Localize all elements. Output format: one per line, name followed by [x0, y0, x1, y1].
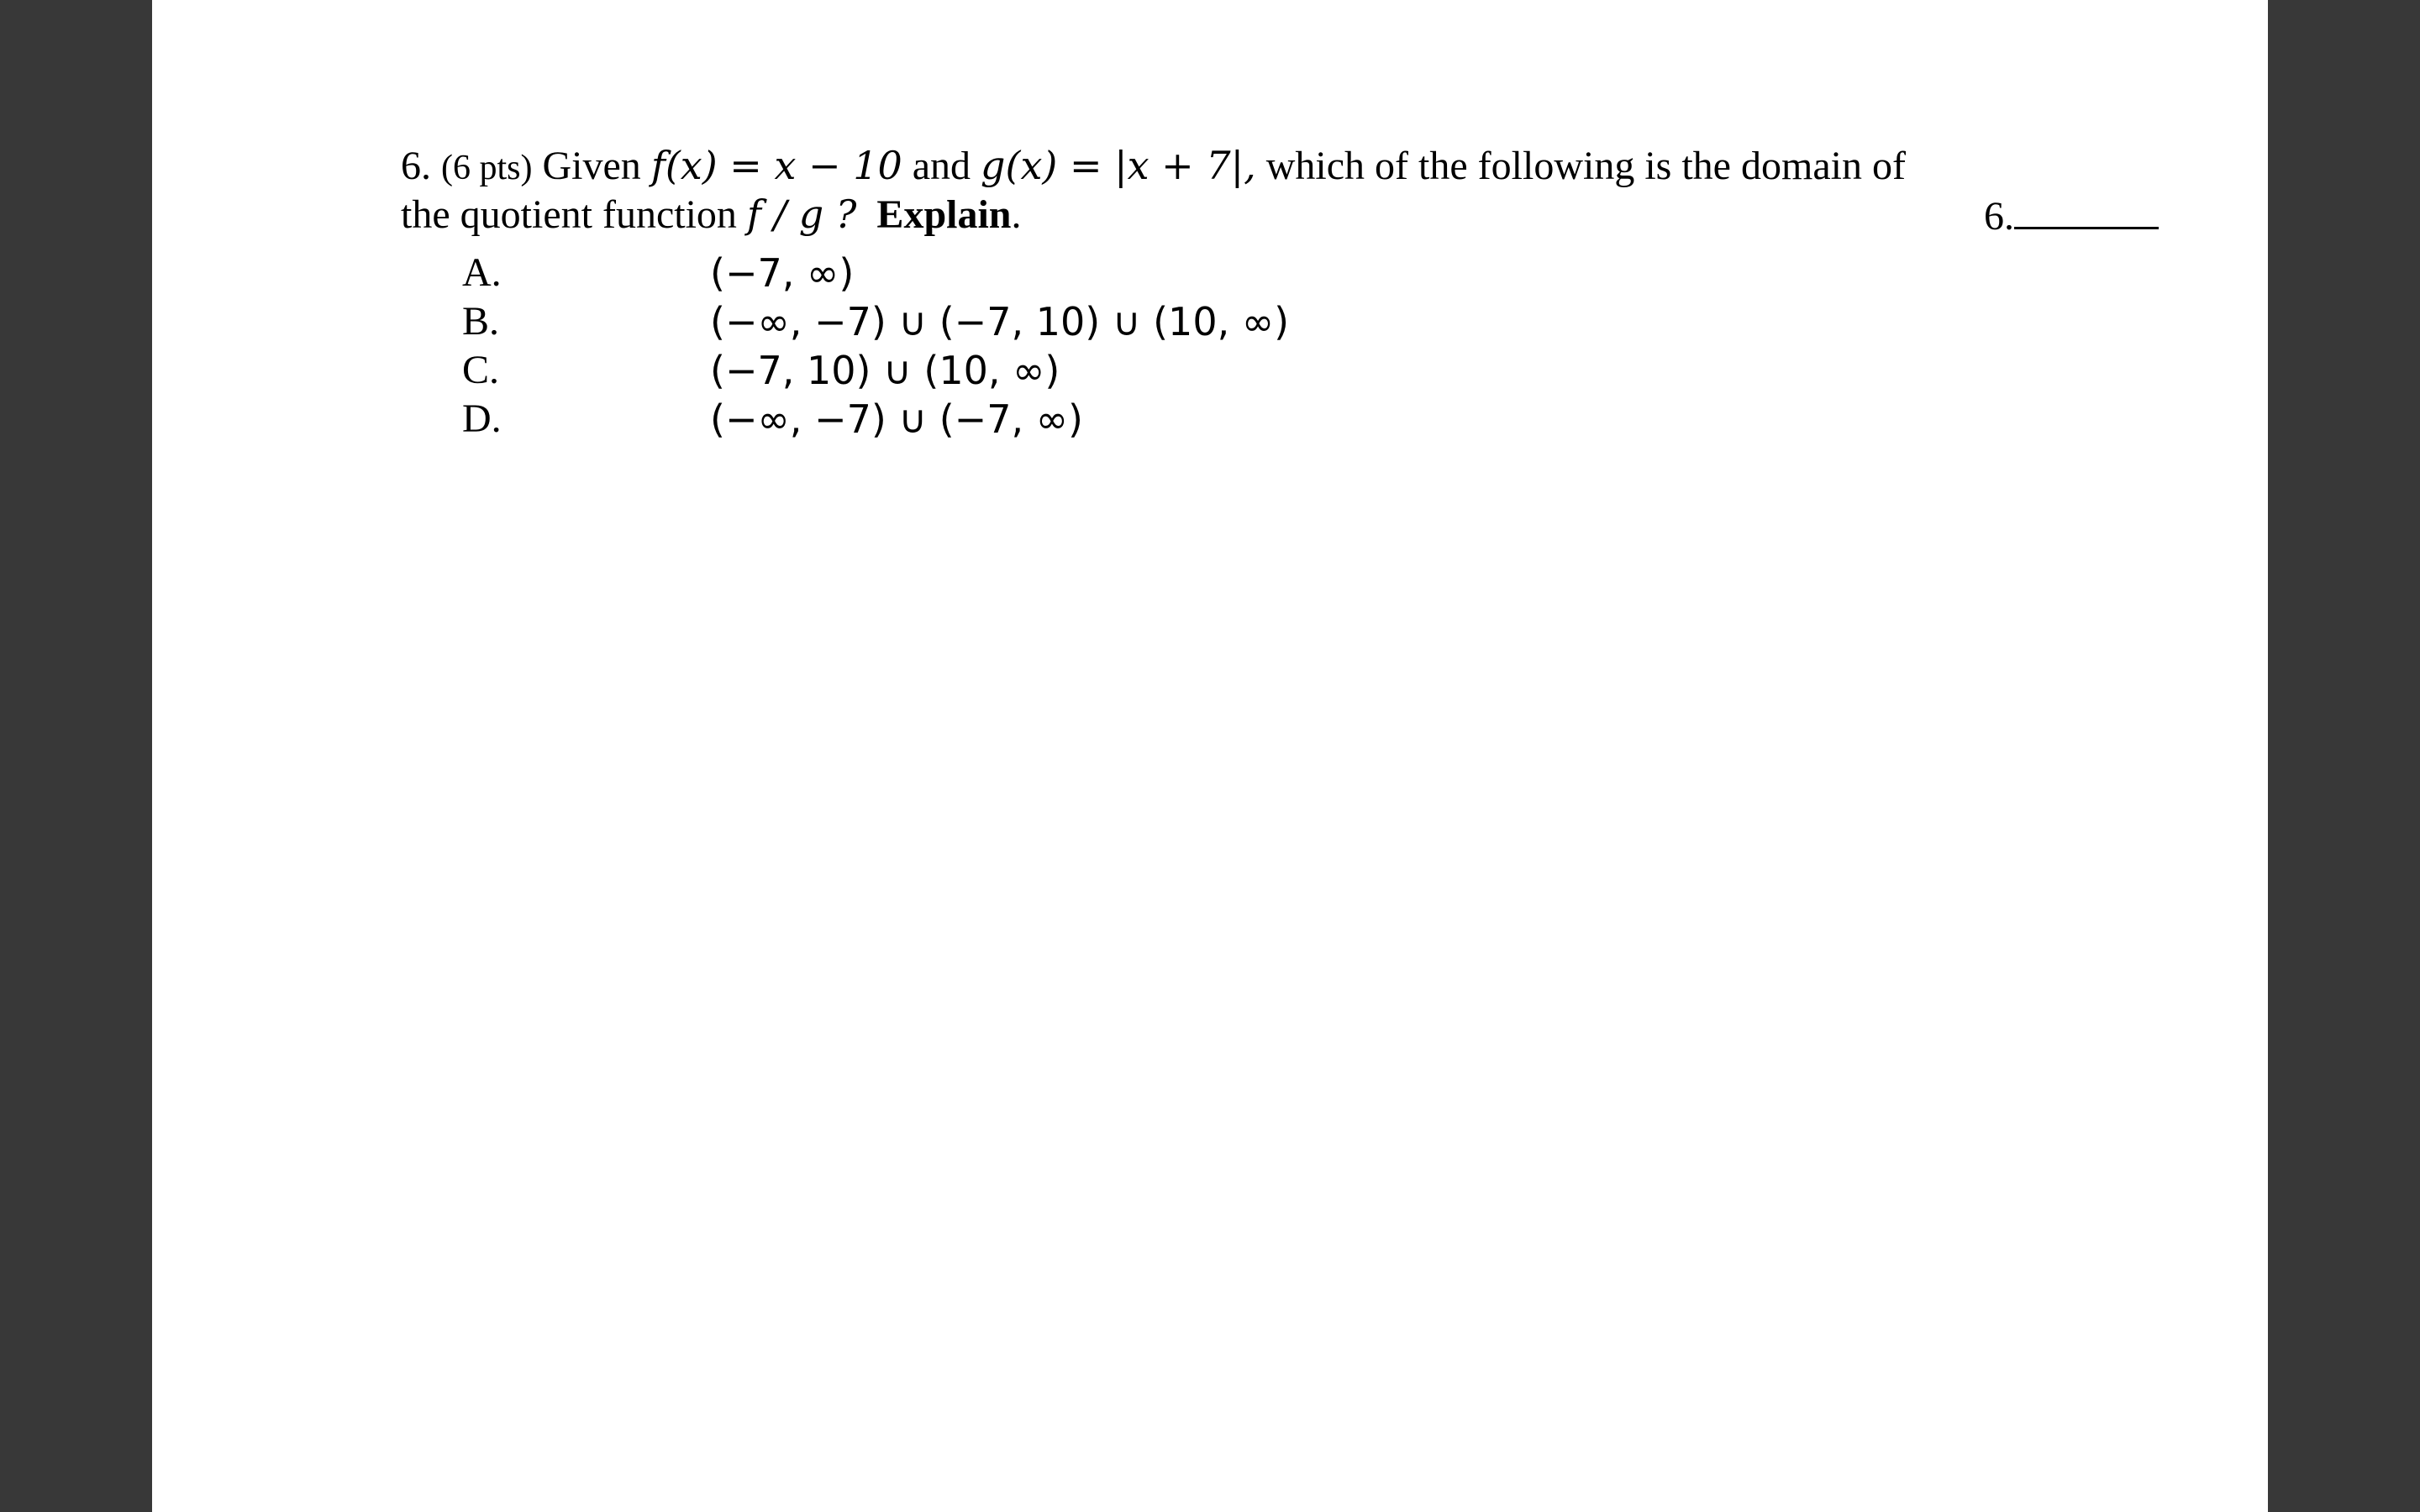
question-line2-text: the quotient function — [401, 192, 737, 237]
choice-letter: D. — [462, 396, 502, 441]
instruction-period: . — [1011, 192, 1022, 237]
question-line-1 — [401, 141, 2174, 190]
question-points: (6 pts) — [441, 149, 533, 187]
choice-text: (−∞, −7) ∪ (−7, ∞) — [710, 396, 1083, 442]
answer-blank[interactable] — [1984, 190, 2159, 241]
question-intro: Given — [542, 144, 641, 188]
document-page — [152, 0, 2268, 1512]
question-line1-tail: which of the following is the domain of — [1265, 144, 1906, 188]
quotient-expression: f / g ? — [746, 192, 857, 237]
choice-text: (−7, ∞) — [710, 250, 855, 296]
choice-letter: B. — [462, 299, 500, 344]
answer-label: 6. — [1984, 194, 2014, 239]
connector-and: and — [912, 144, 971, 188]
question-line-2 — [401, 190, 2174, 239]
choice-text: (−∞, −7) ∪ (−7, 10) ∪ (10, ∞) — [710, 299, 1290, 344]
g-definition: g(x) = |x + 7|, — [981, 143, 1256, 188]
choice-text: (−7, 10) ∪ (10, ∞) — [710, 348, 1060, 393]
choice-letter: C. — [462, 348, 500, 392]
f-definition: f(x) = x − 10 — [650, 143, 902, 188]
question-block — [401, 141, 2174, 442]
choice-letter: A. — [462, 250, 502, 295]
explain-instruction: Explain — [876, 192, 1012, 237]
question-number: 6. — [401, 144, 431, 188]
answer-line[interactable] — [2014, 190, 2159, 229]
